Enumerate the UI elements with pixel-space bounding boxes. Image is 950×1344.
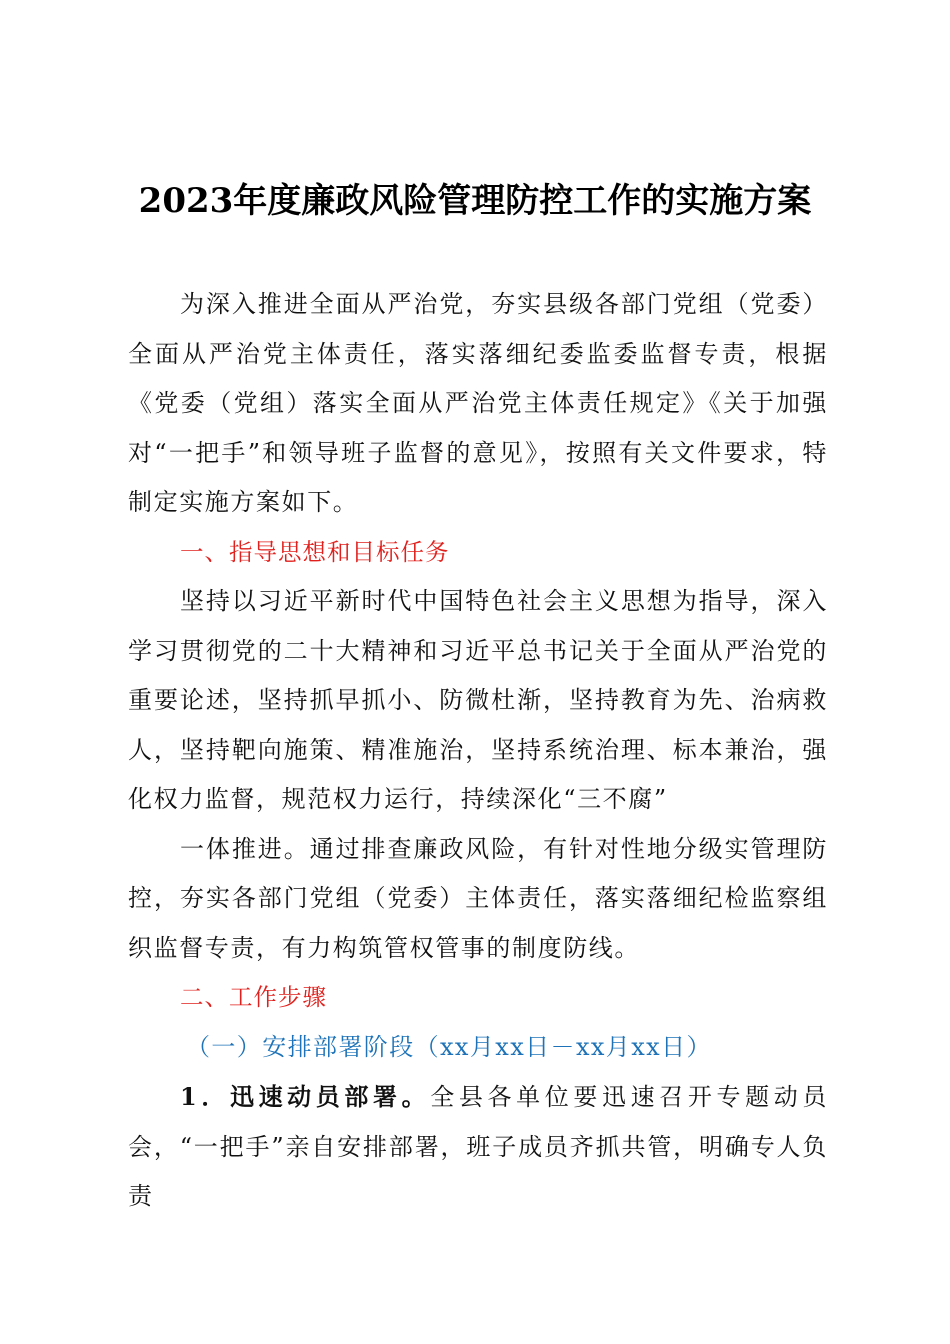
section-heading-work-steps: 二、工作步骤 <box>180 983 327 1011</box>
intro-paragraph: 为深入推进全面从严治党，夯实县级各部门党组（党委）全面从严治党主体责任，落实落细纪委监委监督专责，根据《党委（党组）落实全面从严治党主体责任规定》《关于加强对“一把手”和领导班子监督的意见》，按照有关文件要求，特制定实施方案如下。 <box>128 290 828 516</box>
section1-paragraph-1: 坚持以习近平新时代中国特色社会主义思想为指导，深入学习贯彻党的二十大精神和习近平总书记关于全面从严治党的重要论述，坚持抓早抓小、防微杜渐，坚持教育为先、治病救人，坚持靶向施策、精准施治，坚持系统治理、标本兼治，强化权力监督，规范权力运行，持续深化“三不腐” <box>128 587 828 813</box>
section-heading-guiding-ideology: 一、指导思想和目标任务 <box>180 537 450 566</box>
item-1-paragraph <box>128 1072 828 1222</box>
document-body <box>128 280 828 1222</box>
item-1-text: 全县各单位要迅速召开专题动员会，“一把手”亲自安排部署，班子成员齐抓共管，明确专人负责 <box>128 1083 828 1210</box>
document-title: 2023年度廉政风险管理防控工作的实施方案 <box>138 181 812 221</box>
section1-paragraph-2: 一体推进。通过排查廉政风险，有针对性地分级实管理防控，夯实各部门党组（党委）主体责任，落实落细纪检监察组织监督专责，有力构筑管权管事的制度防线。 <box>128 834 828 962</box>
subsection-heading-deployment-stage: （一）安排部署阶段（xx月xx日－xx月xx日） <box>186 1032 712 1061</box>
item-1-lead: 1．迅速动员部署。 <box>180 1082 431 1111</box>
